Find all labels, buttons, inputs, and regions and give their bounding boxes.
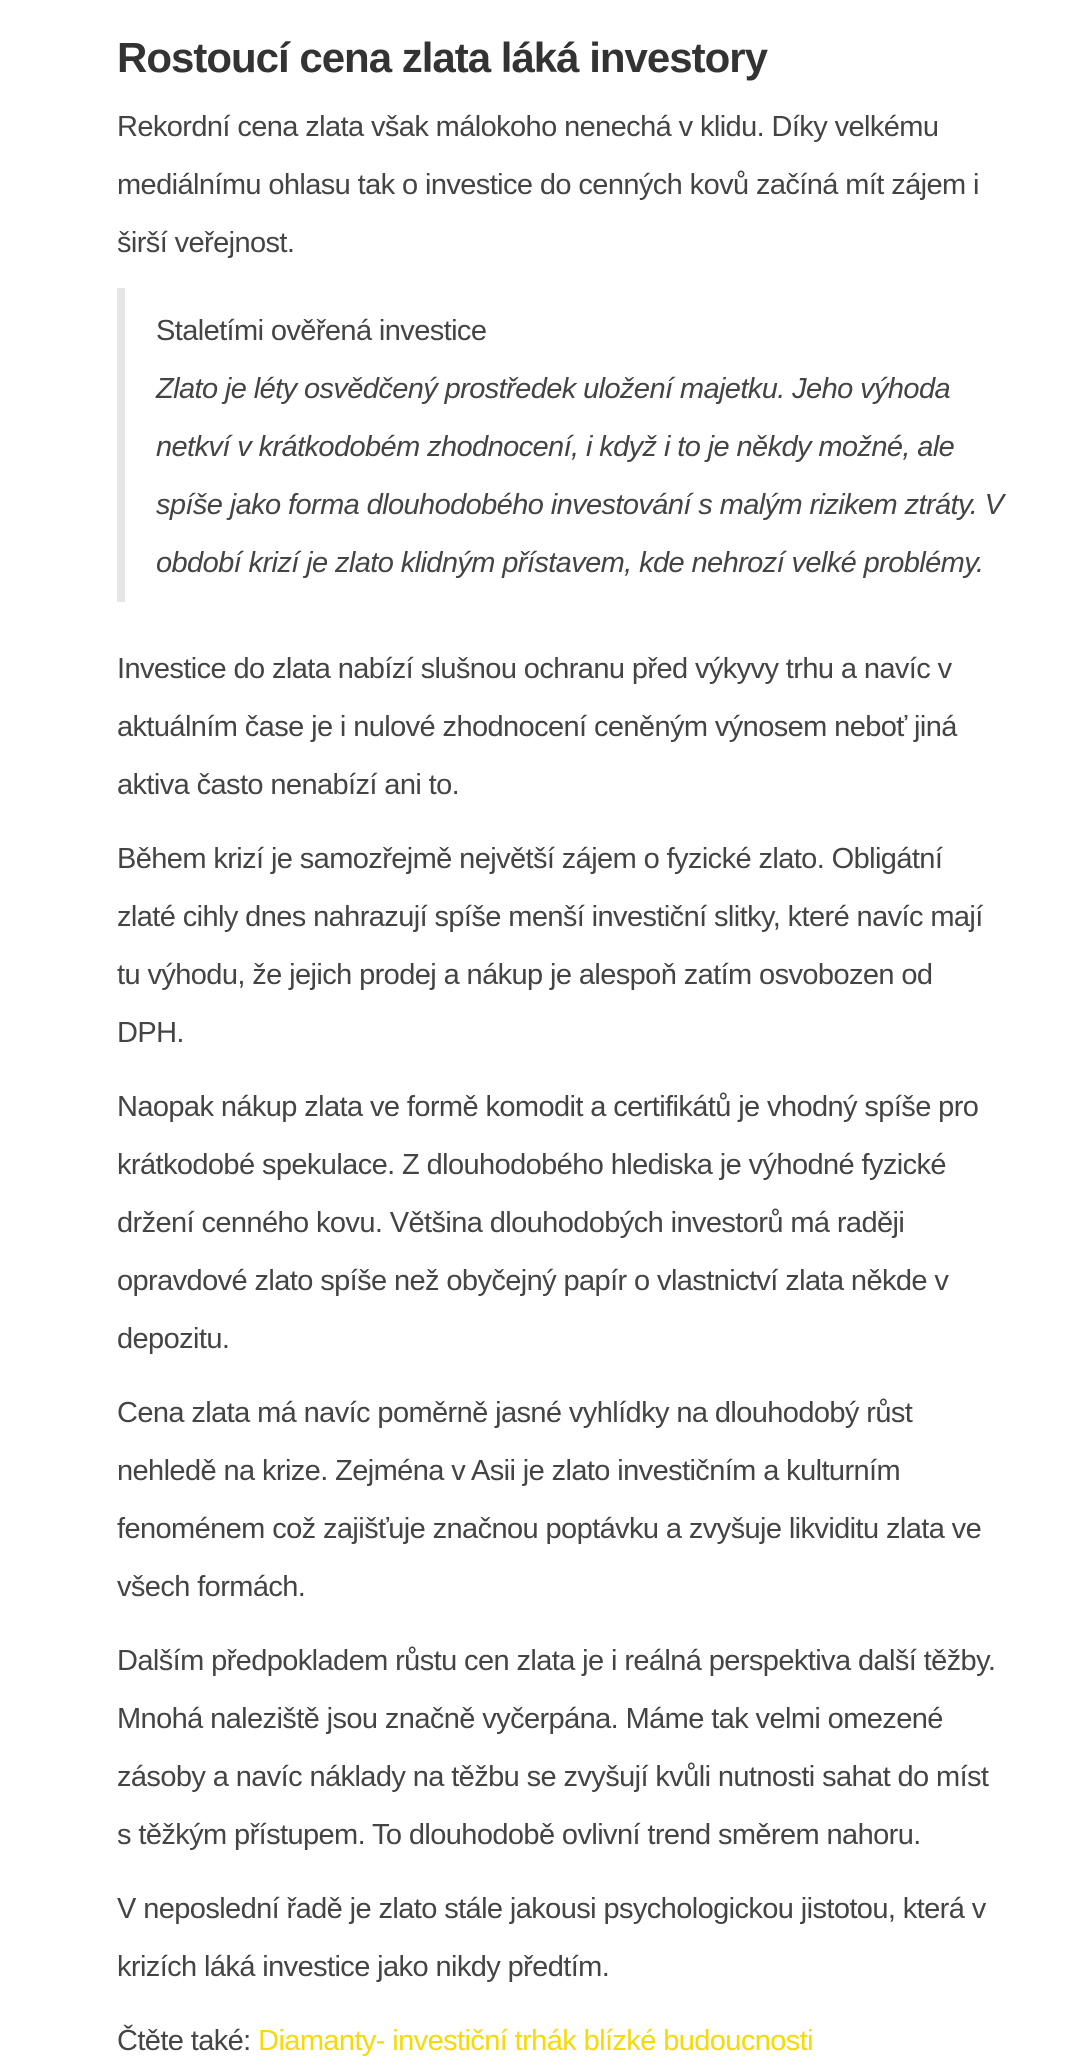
- blockquote-title: Staletími ověřená investice: [156, 315, 487, 347]
- read-also-link[interactable]: Diamanty- investiční trhák blízké budoucnosti: [258, 2025, 813, 2057]
- intro-paragraph: Rekordní cena zlata však málokoho nenechá v klidu. Díky velkému mediálnímu ohlasu tak o investice do cenných kovů začíná mít zájem i širší veřejnost.: [117, 111, 979, 259]
- paragraph: V neposlední řadě je zlato stále jakousi psychologickou jistotou, která v krizích láká investice jako nikdy předtím.: [117, 1893, 986, 1983]
- read-also-label: Čtěte také:: [117, 2025, 259, 2057]
- read-also: [117, 2012, 1004, 2070]
- blockquote-body: Zlato je léty osvědčený prostředek uložení majetku. Jeho výhoda netkví v krátkodobém zhodnocení, i když i to je někdy možné, ale spíše jako forma dlouhodobého investování s malým rizikem ztráty. V období krizí je zlato klidným přístavem, kde nehrozí velké problémy.: [156, 373, 1004, 579]
- paragraph: Dalším předpokladem růstu cen zlata je i reálná perspektiva další těžby. Mnohá naleziště jsou značně vyčerpána. Máme tak velmi omezené zásoby a navíc náklady na těžbu se zvyšují kvůli nutnosti sahat do míst s těžkým přístupem. To dlouhodobě ovlivní trend směrem nahoru.: [117, 1645, 996, 1851]
- paragraph: Cena zlata má navíc poměrně jasné vyhlídky na dlouhodobý růst nehledě na krize. Zejména v Asii je zlato investičním a kulturním fenoménem což zajišťuje značnou poptávku a zvyšuje likviditu zlata ve všech formách.: [117, 1397, 982, 1603]
- paragraph: Naopak nákup zlata ve formě komodit a certifikátů je vhodný spíše pro krátkodobé spekulace. Z dlouhodobého hlediska je výhodné fyzické držení cenného kovu. Většina dlouhodobých investorů má raději opravdové zlato spíše než obyčejný papír o vlastnictví zlata někde v depozitu.: [117, 1091, 979, 1355]
- paragraph: Během krizí je samozřejmě největší zájem o fyzické zlato. Obligátní zlaté cihly dnes nahrazují spíše menší investiční slitky, které navíc mají tu výhodu, že jejich prodej a nákup je alespoň zatím osvobozen od DPH.: [117, 843, 983, 1049]
- paragraph: Investice do zlata nabízí slušnou ochranu před výkyvy trhu a navíc v aktuálním čase je i nulové zhodnocení ceněným výnosem neboť jiná aktiva často nenabízí ani to.: [117, 653, 957, 801]
- blockquote: [117, 288, 1004, 602]
- article-heading: Rostoucí cena zlata láká investory: [117, 34, 767, 81]
